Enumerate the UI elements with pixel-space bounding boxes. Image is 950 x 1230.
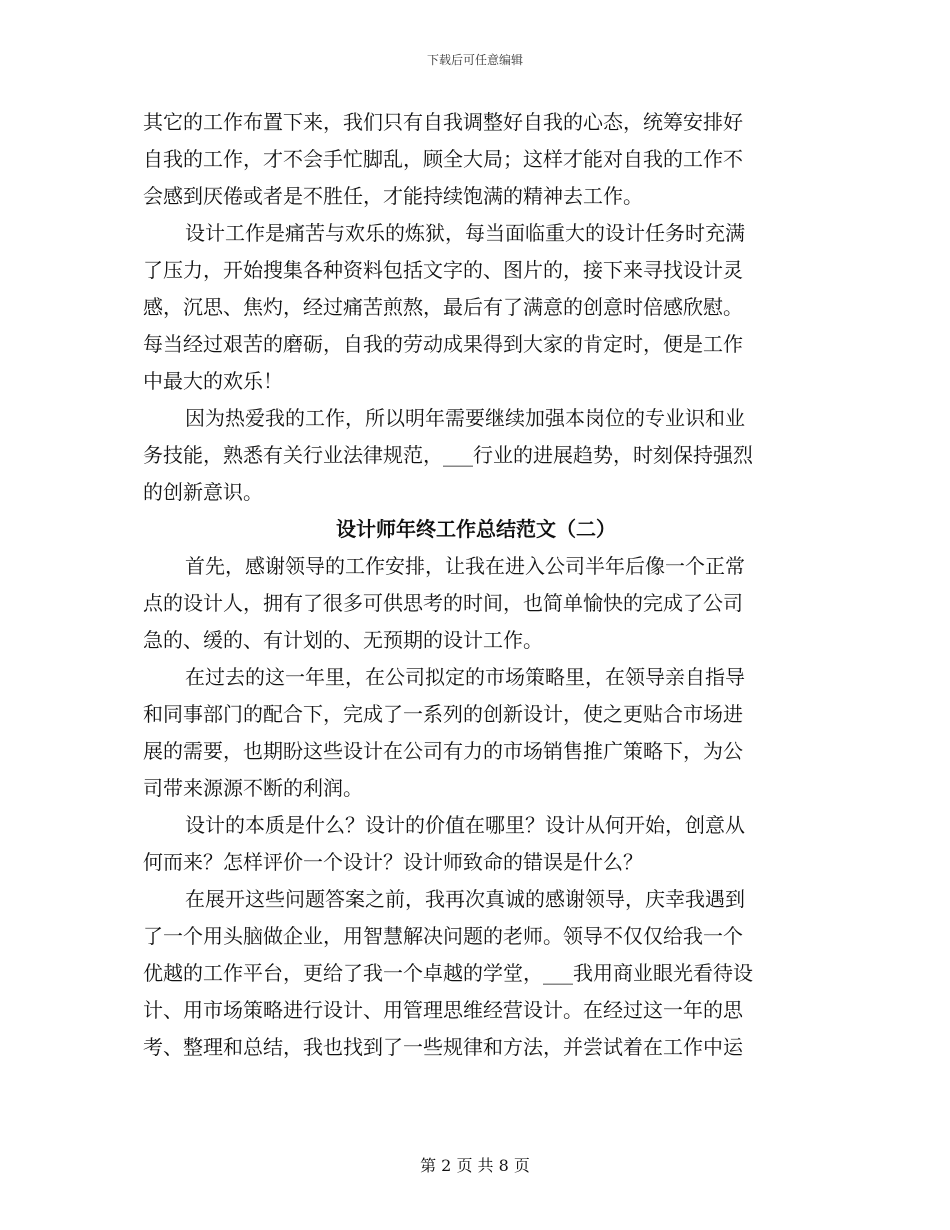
body-line: 优越的工作平台，更给了我一个卓越的学堂，___我用商业眼光看待设 xyxy=(143,961,753,985)
body-line: 和同事部门的配合下，完成了一系列的创新设计，使之更贴合市场进 xyxy=(143,702,743,726)
body-line: 急的、缓的、有计划的、无预期的设计工作。 xyxy=(143,628,543,652)
section-heading: 设计师年终工作总结范文（二） xyxy=(336,517,616,541)
body-line: 感，沉思、焦灼，经过痛苦煎熬，最后有了满意的创意时倍感欣慰。 xyxy=(143,295,743,319)
body-line: 何而来？怎样评价一个设计？设计师致命的错误是什么？ xyxy=(143,850,643,874)
paragraph-start-line: 在过去的这一年里，在公司拟定的市场策略里，在领导亲自指导 xyxy=(185,665,745,689)
body-line: 了一个用头脑做企业，用智慧解决问题的老师。领导不仅仅给我一个 xyxy=(143,924,743,948)
body-line: 中最大的欢乐！ xyxy=(143,369,283,393)
paragraph-start-line: 在展开这些问题答案之前，我再次真诚的感谢领导，庆幸我遇到 xyxy=(185,887,745,911)
body-line: 展的需要，也期盼这些设计在公司有力的市场销售推广策略下，为公 xyxy=(143,739,743,763)
body-line: 了压力，开始搜集各种资料包括文字的、图片的，接下来寻找设计灵 xyxy=(143,258,743,282)
body-line: 计、用市场策略进行设计、用管理思维经营设计。在经过这一年的思 xyxy=(143,998,743,1022)
paragraph-start-line: 因为热爱我的工作，所以明年需要继续加强本岗位的专业识和业 xyxy=(185,406,745,430)
page-footer: 第 2 页 共 8 页 xyxy=(420,1156,530,1175)
body-line: 司带来源源不断的利润。 xyxy=(143,776,363,800)
body-line: 每当经过艰苦的磨砺，自我的劳动成果得到大家的肯定时，便是工作 xyxy=(143,332,743,356)
paragraph-start-line: 首先，感谢领导的工作安排，让我在进入公司半年后像一个正常 xyxy=(185,554,745,578)
body-line: 其它的工作布置下来，我们只有自我调整好自我的心态，统筹安排好 xyxy=(143,110,743,134)
body-line: 的创新意识。 xyxy=(143,480,263,504)
body-line: 自我的工作，才不会手忙脚乱，顾全大局；这样才能对自我的工作不 xyxy=(143,147,743,171)
page-header: 下载后可任意编辑 xyxy=(426,53,523,67)
paragraph-start-line: 设计的本质是什么？设计的价值在哪里？设计从何开始，创意从 xyxy=(185,813,745,837)
body-line: 考、整理和总结，我也找到了一些规律和方法，并尝试着在工作中运 xyxy=(143,1035,743,1059)
document-body xyxy=(143,104,809,1066)
body-line: 点的设计人，拥有了很多可供思考的时间，也简单愉快的完成了公司 xyxy=(143,591,743,615)
body-line: 会感到厌倦或者是不胜任，才能持续饱满的精神去工作。 xyxy=(143,184,643,208)
paragraph-start-line: 设计工作是痛苦与欢乐的炼狱，每当面临重大的设计任务时充满 xyxy=(185,221,745,245)
body-line: 务技能，熟悉有关行业法律规范，___行业的进展趋势，时刻保持强烈 xyxy=(143,443,753,467)
